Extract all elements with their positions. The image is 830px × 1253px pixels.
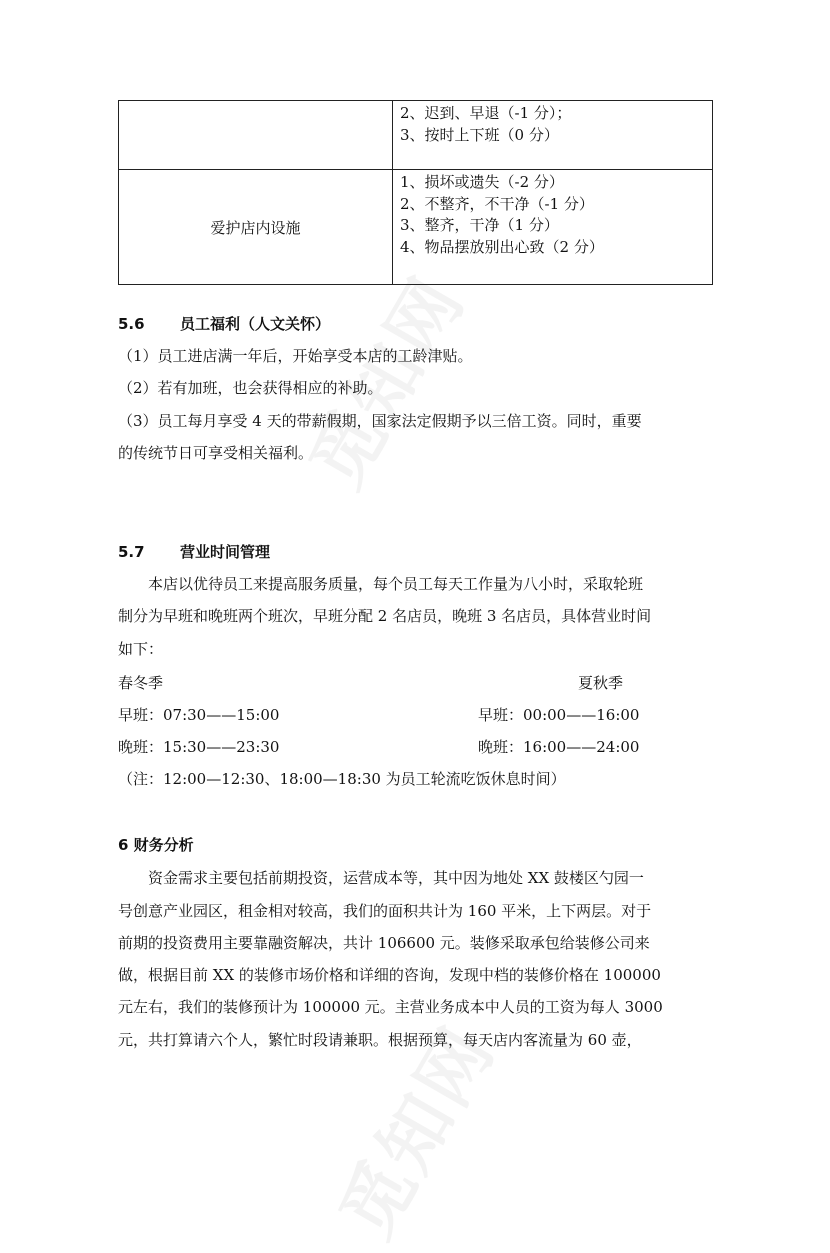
paragraph-line: （2）若有加班，也会获得相应的补助。: [118, 379, 383, 397]
paragraph-line: 本店以优待员工来提高服务质量，每个员工每天工作量为八小时，采取轮班: [148, 575, 644, 593]
table-cell-items: [393, 170, 713, 285]
paragraph-line: 做，根据目前 XX 的装修市场价格和详细的咨询，发现中档的装修价格在 100000: [118, 966, 661, 984]
table-item: 3、按时上下班（0 分）: [400, 125, 559, 144]
section-heading-5-6: [118, 313, 330, 335]
paragraph-line: （3）员工每月享受 4 天的带薪假期，国家法定假期予以三倍工资。同时，重要: [118, 412, 642, 430]
schedule-note: （注：12:00—12:30、18:00—18:30 为员工轮流吃饭休息时间）: [118, 770, 566, 788]
table-item: 2、迟到、早退（-1 分）；: [400, 104, 572, 122]
early-shift-left: 早班：07:30——15:00: [118, 706, 280, 724]
table-cell-items: [393, 101, 713, 170]
table-cell-label: 爱护店内设施: [119, 170, 393, 285]
table-item: 2、不整齐，不干净（-1 分）: [400, 194, 594, 213]
scoring-table: [118, 100, 713, 285]
late-shift-left: 晚班：15:30——23:30: [118, 738, 280, 756]
paragraph-line: 制分为早班和晚班两个班次，早班分配 2 名店员，晚班 3 名店员，具体营业时间: [118, 607, 652, 625]
table-cell-label: [119, 101, 393, 170]
table-row: [119, 170, 713, 285]
paragraph-line: 前期的投资费用主要靠融资解决，共计 106600 元。装修采取承包给装修公司来: [118, 934, 650, 952]
section-title: 营业时间管理: [180, 543, 271, 561]
paragraph-line: 元，共打算请六个人，繁忙时段请兼职。根据预算，每天店内客流量为 60 壶，: [118, 1031, 642, 1049]
table-item: 4、物品摆放别出心致（2 分）: [400, 237, 604, 256]
section-number: 5.6: [118, 315, 145, 333]
paragraph-line: 的传统节日可享受相关福利。: [118, 444, 314, 462]
paragraph-line: 号创意产业园区，租金相对较高，我们的面积共计为 160 平米，上下两层。对于: [118, 902, 652, 920]
table-item: 3、整齐，干净（1 分）: [400, 216, 559, 234]
paragraph-line: 元左右，我们的装修预计为 100000 元。主营业务成本中人员的工资为每人 3000: [118, 998, 663, 1016]
section-heading-5-7: [118, 541, 270, 563]
table-row: [119, 101, 713, 170]
early-shift-right: 早班：00:00——16:00: [478, 706, 640, 724]
season-label-spring-winter: 春冬季: [118, 674, 164, 692]
section-number: 5.7: [118, 543, 145, 561]
paragraph-line: （1）员工进店满一年后，开始享受本店的工龄津贴。: [118, 347, 473, 365]
season-label-summer-autumn: 夏秋季: [578, 674, 624, 692]
table-item: 1、损坏或遗失（-2 分）: [400, 173, 564, 191]
section-title: 员工福利（人文关怀）: [180, 315, 331, 333]
paragraph-line: 如下：: [118, 640, 164, 658]
late-shift-right: 晚班：16:00——24:00: [478, 738, 640, 756]
section-heading-6: 6 财务分析: [118, 836, 194, 854]
paragraph-line: 资金需求主要包括前期投资，运营成本等，其中因为地处 XX 鼓楼区勺园一: [148, 869, 644, 887]
